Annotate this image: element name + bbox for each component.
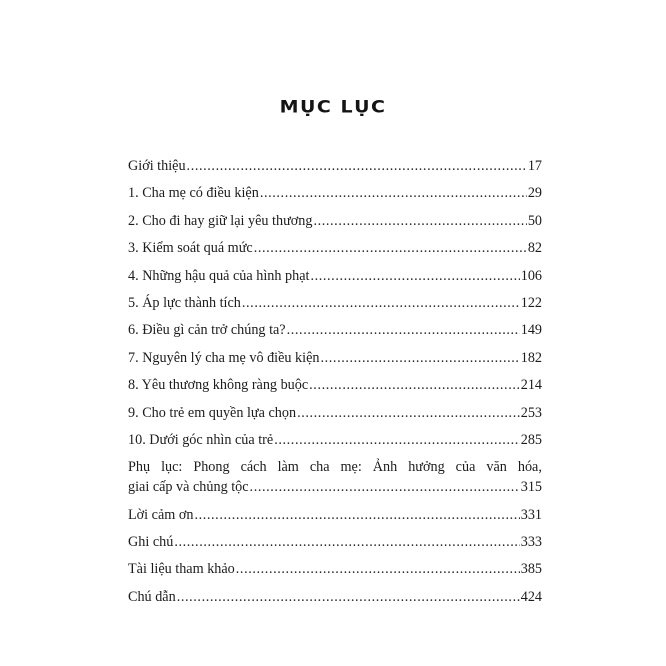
dot-leader	[287, 320, 520, 340]
appendix-word: làm	[277, 459, 299, 476]
appendix-word: cha	[309, 459, 330, 476]
toc-entry-label: Ghi chú	[128, 534, 174, 551]
dot-leader	[236, 559, 520, 579]
toc-entry-label: Lời cảm ơn	[128, 506, 194, 523]
toc-entry	[128, 505, 542, 525]
page-title: MỤC LỤC	[279, 97, 387, 117]
toc-entry-label-line1	[128, 457, 542, 477]
toc-entry	[128, 238, 542, 258]
toc-entry-appendix-line2	[128, 477, 542, 497]
toc-page-number: 29	[527, 185, 542, 202]
dot-leader	[313, 211, 526, 231]
toc-entry	[128, 320, 542, 340]
toc-entry-label: 10. Dưới góc nhìn của trẻ	[128, 431, 274, 448]
dot-leader	[242, 293, 520, 313]
toc-entry	[128, 183, 542, 203]
toc-entry	[128, 293, 542, 313]
appendix-word: Phong	[193, 459, 230, 476]
toc-page-number: 82	[527, 240, 542, 257]
toc-entry	[128, 156, 542, 176]
dot-leader	[274, 430, 520, 450]
dot-leader	[194, 505, 519, 525]
toc-entries	[128, 156, 542, 450]
toc-page-number: 315	[520, 479, 542, 496]
toc-entry-label: 4. Những hậu quả của hình phạt	[128, 267, 310, 284]
toc-page-number: 182	[520, 349, 542, 366]
toc-entry-label: 8. Yêu thương không ràng buộc	[128, 377, 309, 394]
toc-entry	[128, 348, 542, 368]
toc-page-number: 106	[520, 267, 542, 284]
toc-entry-label: Chú dẫn	[128, 588, 176, 605]
appendix-word: Phụ	[128, 459, 151, 476]
table-of-contents	[128, 156, 542, 614]
toc-entry	[128, 559, 542, 579]
toc-entry-appendix	[128, 457, 542, 497]
toc-page-number: 424	[520, 588, 542, 605]
dot-leader	[254, 238, 527, 258]
toc-entry-label: 7. Nguyên lý cha mẹ vô điều kiện	[128, 349, 320, 366]
toc-entry-label: Giới thiệu	[128, 158, 186, 174]
toc-entry	[128, 403, 542, 423]
appendix-word: hưởng	[408, 459, 445, 476]
toc-entry-label: 5. Áp lực thành tích	[128, 294, 241, 311]
appendix-word: lục:	[161, 459, 183, 476]
toc-entry-label: 6. Điều gì cản trở chúng ta?	[128, 322, 286, 339]
toc-entry-label: 2. Cho đi hay giữ lại yêu thương	[128, 212, 313, 229]
dot-leader	[320, 348, 519, 368]
toc-entry	[128, 211, 542, 231]
dot-leader	[187, 156, 527, 176]
dot-leader	[297, 403, 520, 423]
toc-page-number: 385	[520, 561, 542, 578]
toc-entry	[128, 430, 542, 450]
toc-page-number: 17	[527, 158, 542, 174]
dot-leader	[174, 532, 519, 552]
toc-page-number: 285	[520, 431, 542, 448]
dot-leader	[250, 477, 520, 497]
toc-entry-label-line2: giai cấp và chủng tộc	[128, 479, 249, 496]
toc-back-matter	[128, 505, 542, 607]
toc-page-number: 331	[520, 506, 542, 523]
appendix-word: mẹ:	[340, 459, 362, 476]
toc-page-number: 122	[520, 294, 542, 311]
toc-page-number: 214	[520, 377, 542, 394]
toc-entry-label: 3. Kiểm soát quá mức	[128, 240, 253, 257]
appendix-word: Ảnh	[372, 459, 398, 476]
toc-entry-label: 9. Cho trẻ em quyền lựa chọn	[128, 404, 297, 421]
toc-page-number: 50	[527, 212, 542, 229]
toc-page-number: 333	[520, 534, 542, 551]
toc-entry-label: Tài liệu tham khảo	[128, 561, 235, 578]
toc-entry	[128, 587, 542, 607]
appendix-word: cách	[240, 459, 267, 476]
dot-leader	[260, 183, 527, 203]
toc-page-number: 149	[520, 322, 542, 339]
toc-entry	[128, 532, 542, 552]
appendix-word: hóa,	[517, 459, 542, 476]
toc-page-number: 253	[520, 404, 542, 421]
appendix-word: của	[455, 459, 476, 476]
dot-leader	[177, 587, 520, 607]
dot-leader	[309, 375, 520, 395]
appendix-word: văn	[486, 459, 507, 476]
toc-entry-label: 1. Cha mẹ có điều kiện	[128, 185, 259, 202]
toc-entry	[128, 266, 542, 286]
toc-entry	[128, 375, 542, 395]
dot-leader	[310, 266, 519, 286]
